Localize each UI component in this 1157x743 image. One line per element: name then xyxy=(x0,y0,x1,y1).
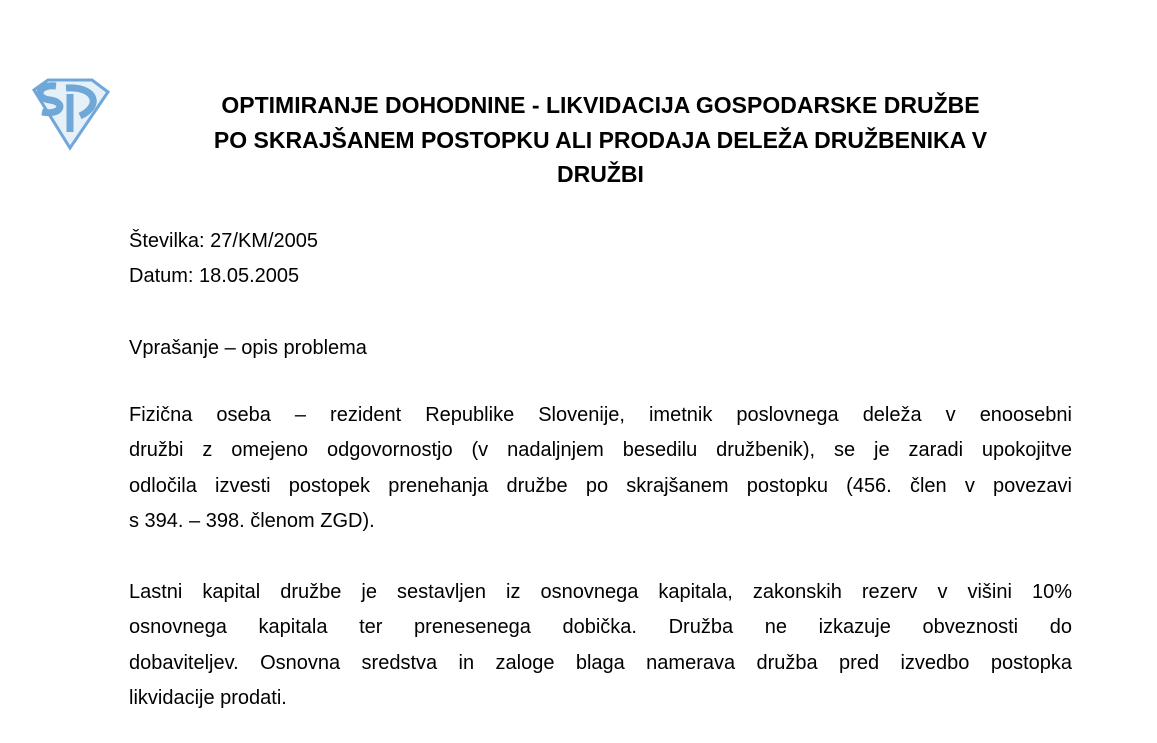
paragraph-line: osnovnega kapitala ter prenesenega dobička. Družba ne izkazuje obveznosti do xyxy=(129,616,1072,639)
paragraph-line: Fizična oseba – rezident Republike Slovenije, imetnik poslovnega deleža v enoosebni xyxy=(129,404,1072,426)
paragraph xyxy=(129,398,1072,539)
title-line: DRUŽBI xyxy=(557,161,644,187)
paragraph-line: dobaviteljev. Osnovna sredstva in zaloge blaga namerava družba pred izvedbo postopka xyxy=(129,651,1072,674)
title-line: PO SKRAJŠANEM POSTOPKU ALI PRODAJA DELEŽA DRUŽBENIKA V xyxy=(213,126,988,153)
section-heading: Vprašanje – opis problema xyxy=(129,337,367,359)
paragraph-line: likvidacije prodati. xyxy=(129,686,287,709)
paragraph xyxy=(129,575,1072,716)
document-title xyxy=(129,88,1072,192)
paragraph-line: s 394. – 398. členom ZGD). xyxy=(129,509,375,532)
document-date: Datum: 18.05.2005 xyxy=(129,265,300,287)
paragraph-line: Lastni kapital družbe je sestavljen iz osnovnega kapitala, zakonskih rezerv v višini 10% xyxy=(129,581,1072,603)
paragraph-line: družbi z omejeno odgovornostjo (v nadaljnjem besedilu družbenik), se je zaradi upokojitve xyxy=(129,439,1072,462)
paragraph-line: odločila izvesti postopek prenehanja družbe po skrajšanem postopku (456. člen v povezavi xyxy=(129,474,1072,497)
title-line: OPTIMIRANJE DOHODNINE - LIKVIDACIJA GOSPODARSKE DRUŽBE xyxy=(221,92,980,118)
company-logo xyxy=(26,76,112,152)
document-number: Številka: 27/KM/2005 xyxy=(129,230,318,252)
